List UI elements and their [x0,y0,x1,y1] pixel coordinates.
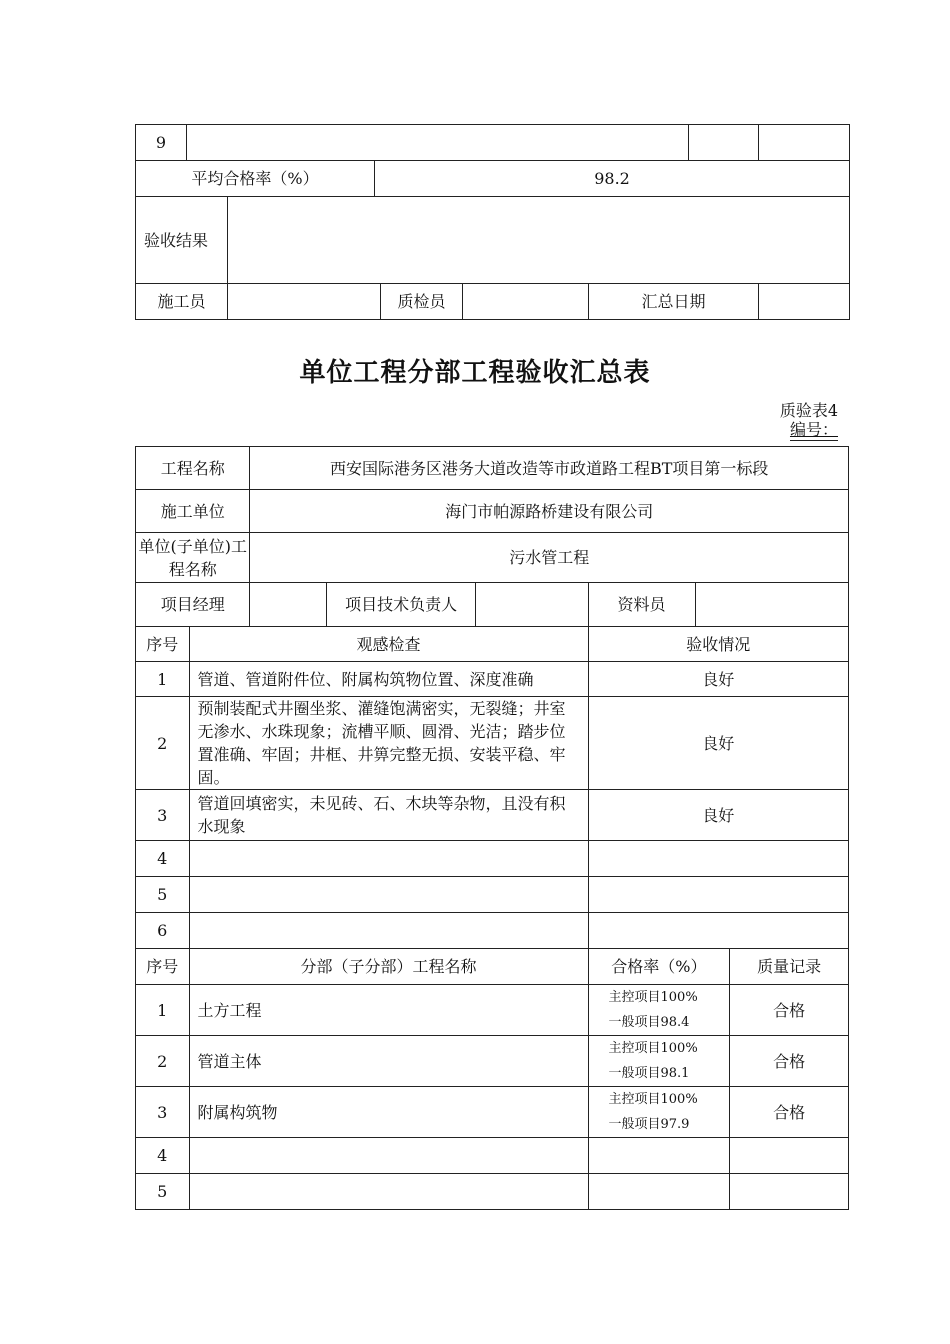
summary-date-label: 汇总日期 [589,284,759,320]
column-header: 序号 [136,949,190,985]
general-item-rate: 一般项目98.4 [608,1015,690,1030]
table-row [136,1138,849,1174]
table-row [136,197,850,284]
empty-cell [759,125,850,161]
row-number: 2 [136,697,190,790]
subdivision-header-row [136,949,849,985]
inspection-item [189,913,588,949]
visual-header-row [136,627,849,662]
table-row [136,662,849,697]
row-number: 5 [136,1174,190,1210]
inspection-result: 良好 [588,790,849,841]
inspector-value [463,284,589,320]
project-name-value: 西安国际港务区港务大道改造等市政道路工程BT项目第一标段 [250,447,849,490]
technical-lead-value [476,583,588,627]
constructor-label: 施工员 [136,284,228,320]
quality-record: 合格 [730,1036,849,1087]
quality-record [730,1138,849,1174]
inspection-item: 管道回填密实，未见砖、石、木块等杂物，且没有积水现象 [189,790,588,841]
pass-rate [588,1036,730,1087]
sub-unit-name-value: 污水管工程 [250,533,849,583]
archivist-label: 资料员 [588,583,695,627]
column-header: 质量记录 [730,949,849,985]
inspection-result [588,841,849,877]
empty-cell [187,125,689,161]
column-header: 观感检查 [189,627,588,662]
subdivision-name: 附属构筑物 [189,1087,588,1138]
summary-date-value [759,284,850,320]
technical-lead-label: 项目技术负责人 [327,583,476,627]
column-header: 验收情况 [588,627,849,662]
general-item-rate: 一般项目98.1 [608,1066,690,1081]
row-number: 5 [136,877,190,913]
pass-rate [588,1087,730,1138]
serial-number-label: 编号： [789,420,838,439]
row-number: 3 [136,1087,190,1138]
form-code: 质验表4 [779,401,838,420]
row-number: 1 [136,985,190,1036]
row-number: 4 [136,1138,190,1174]
inspection-item [189,877,588,913]
table-row [136,841,849,877]
quality-record [730,1174,849,1210]
row-number: 4 [136,841,190,877]
empty-cell [689,125,759,161]
acceptance-result-label: 验收结果 [136,197,228,284]
column-header: 序号 [136,627,190,662]
table-row [136,284,850,320]
table-row [136,913,849,949]
archivist-value [695,583,848,627]
page-title: 单位工程分部工程验收汇总表 [299,358,651,388]
row-number: 9 [136,125,187,161]
quality-record: 合格 [730,1087,849,1138]
row-number: 6 [136,913,190,949]
inspection-item [189,841,588,877]
pass-rate [588,1174,730,1210]
pass-rate [588,985,730,1036]
subdivision-name: 土方工程 [189,985,588,1036]
row-number: 1 [136,662,190,697]
table-row [136,790,849,841]
inspection-result [588,877,849,913]
sub-unit-name-label: 单位(子单位)工程名称 [136,533,250,583]
inspection-result: 良好 [588,662,849,697]
project-manager-value [250,583,327,627]
subdivision-name [189,1138,588,1174]
acceptance-summary-table [135,446,849,1210]
table-row [136,1036,849,1087]
project-name-label: 工程名称 [136,447,250,490]
table-row [136,125,850,161]
table-row [136,583,849,627]
main-control-rate: 主控项目100% [608,1092,698,1107]
table-row [136,1174,849,1210]
table-row [136,1087,849,1138]
pass-rate [588,1138,730,1174]
project-manager-label: 项目经理 [136,583,250,627]
inspection-result: 良好 [588,697,849,790]
main-control-rate: 主控项目100% [608,990,698,1005]
quality-record: 合格 [730,985,849,1036]
table-row [136,533,849,583]
construction-unit-value: 海门市帕源路桥建设有限公司 [250,490,849,533]
subdivision-name [189,1174,588,1210]
table-row [136,985,849,1036]
table-row [136,697,849,790]
inspection-result [588,913,849,949]
inspection-item: 预制装配式井圈坐浆、灌缝饱满密实，无裂缝；井室无渗水、水珠现象；流槽平顺、圆滑、光洁；踏步位置准确、牢固；井框、井箅完整无损、安装平稳、牢固。 [189,697,588,790]
table-row [136,447,849,490]
table-row [136,490,849,533]
table-row [136,161,850,197]
subdivision-name: 管道主体 [189,1036,588,1087]
inspection-item: 管道、管道附件位、附属构筑物位置、深度准确 [189,662,588,697]
main-control-rate: 主控项目100% [608,1041,698,1056]
previous-page-table [135,124,850,320]
row-number: 2 [136,1036,190,1087]
general-item-rate: 一般项目97.9 [608,1117,690,1132]
acceptance-result-value [228,197,850,284]
average-rate-value: 98.2 [375,161,850,197]
constructor-value [228,284,381,320]
row-number: 3 [136,790,190,841]
construction-unit-label: 施工单位 [136,490,250,533]
inspector-label: 质检员 [381,284,463,320]
column-header: 合格率（%） [588,949,730,985]
table-row [136,877,849,913]
column-header: 分部（子分部）工程名称 [189,949,588,985]
average-rate-label: 平均合格率（%） [136,161,375,197]
